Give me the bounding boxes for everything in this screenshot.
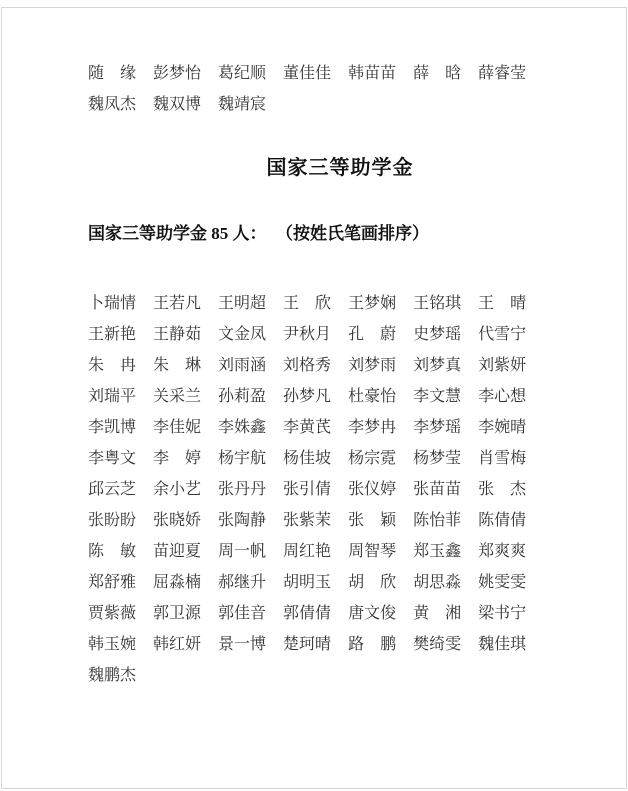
student-name: 贾紫薇 — [88, 605, 137, 622]
student-name: 杜豪怡 — [348, 388, 397, 405]
student-name: 屈淼楠 — [153, 574, 202, 591]
student-name: 周一帆 — [218, 543, 267, 560]
student-name: 唐文俊 — [348, 605, 397, 622]
student-name: 楚珂晴 — [283, 636, 332, 653]
student-name: 杨梦莹 — [413, 450, 462, 467]
student-name: 张晓娇 — [153, 512, 202, 529]
student-name: 李姝鑫 — [218, 419, 267, 436]
student-name: 关采兰 — [153, 388, 202, 405]
student-name: 杨佳坡 — [283, 450, 332, 467]
student-name: 韩玉婉 — [88, 636, 137, 653]
name-row — [88, 567, 548, 598]
student-name: 郝继升 — [218, 574, 267, 591]
student-name: 孔 蔚 — [348, 326, 397, 343]
student-name: 李 婷 — [153, 450, 202, 467]
name-row — [88, 629, 548, 660]
student-name: 刘梦雨 — [348, 357, 397, 374]
student-name: 苗迎夏 — [153, 543, 202, 560]
student-name: 李梦瑶 — [413, 419, 462, 436]
student-name: 史梦瑶 — [413, 326, 462, 343]
student-name: 魏鹏杰 — [88, 667, 137, 684]
student-name: 魏双博 — [153, 96, 202, 113]
student-name: 王梦娴 — [348, 295, 397, 312]
student-name: 李佳妮 — [153, 419, 202, 436]
name-row — [88, 319, 548, 350]
subtitle-sort-note: （按姓氏笔画排序） — [284, 224, 429, 243]
subtitle-count-label: 国家三等助学金 85 人： — [88, 224, 267, 243]
student-name: 李粤文 — [88, 450, 137, 467]
student-name: 肖雪梅 — [478, 450, 527, 467]
student-name: 张 颖 — [348, 512, 397, 529]
name-row — [88, 89, 548, 120]
student-name: 孙梦凡 — [283, 388, 332, 405]
student-name: 杨宇航 — [218, 450, 267, 467]
student-name: 王 欣 — [283, 295, 332, 312]
student-name: 郑爽爽 — [478, 543, 527, 560]
student-name: 张丹丹 — [218, 481, 267, 498]
student-name: 孙莉盈 — [218, 388, 267, 405]
student-name: 樊绮雯 — [413, 636, 462, 653]
student-name: 葛纪顺 — [218, 65, 267, 82]
student-name: 卜瑞情 — [88, 295, 137, 312]
student-name: 魏佳琪 — [478, 636, 527, 653]
student-name: 张引倩 — [283, 481, 332, 498]
student-name: 黄 湘 — [413, 605, 462, 622]
student-name: 文金凤 — [218, 326, 267, 343]
roster-name-list — [88, 288, 548, 691]
student-name: 李凯博 — [88, 419, 137, 436]
name-row — [88, 505, 548, 536]
student-name: 姚雯雯 — [478, 574, 527, 591]
student-name: 李梦冉 — [348, 419, 397, 436]
student-name: 李心想 — [478, 388, 527, 405]
student-name: 张盼盼 — [88, 512, 137, 529]
student-name: 薛睿莹 — [478, 65, 527, 82]
student-name: 胡思淼 — [413, 574, 462, 591]
student-name: 朱 琳 — [153, 357, 202, 374]
student-name: 郑玉鑫 — [413, 543, 462, 560]
student-name: 张 杰 — [478, 481, 527, 498]
student-name: 胡明玉 — [283, 574, 332, 591]
student-name: 王若凡 — [153, 295, 202, 312]
student-name: 陈倩倩 — [478, 512, 527, 529]
student-name: 胡 欣 — [348, 574, 397, 591]
student-name: 彭梦怡 — [153, 65, 202, 82]
student-name: 张苗苗 — [413, 481, 462, 498]
student-name: 张紫茉 — [283, 512, 332, 529]
name-row — [88, 536, 548, 567]
section-subtitle — [88, 222, 608, 246]
student-name: 陈怡菲 — [413, 512, 462, 529]
student-name: 张陶静 — [218, 512, 267, 529]
name-row — [88, 288, 548, 319]
name-row — [88, 598, 548, 629]
student-name: 周智琴 — [348, 543, 397, 560]
student-name: 李婉晴 — [478, 419, 527, 436]
student-name: 景一博 — [218, 636, 267, 653]
name-row — [88, 474, 548, 505]
student-name: 朱 冉 — [88, 357, 137, 374]
student-name: 魏凤杰 — [88, 96, 137, 113]
student-name: 郭倩倩 — [283, 605, 332, 622]
name-row — [88, 443, 548, 474]
student-name: 郭卫源 — [153, 605, 202, 622]
name-row — [88, 412, 548, 443]
name-row — [88, 350, 548, 381]
student-name: 王明超 — [218, 295, 267, 312]
student-name: 刘紫妍 — [478, 357, 527, 374]
student-name: 随 缘 — [88, 65, 137, 82]
student-name: 郑舒雅 — [88, 574, 137, 591]
student-name: 董佳佳 — [283, 65, 332, 82]
student-name: 余小艺 — [153, 481, 202, 498]
name-row — [88, 660, 548, 691]
section-title: 国家三等助学金 — [266, 157, 414, 179]
continued-name-list — [88, 58, 548, 120]
student-name: 梁书宁 — [478, 605, 527, 622]
student-name: 张仪婷 — [348, 481, 397, 498]
student-name: 尹秋月 — [283, 326, 332, 343]
student-name: 魏靖宸 — [218, 96, 267, 113]
student-name: 路 鹏 — [348, 636, 397, 653]
student-name: 王铭琪 — [413, 295, 462, 312]
student-name: 刘梦真 — [413, 357, 462, 374]
student-name: 韩红妍 — [153, 636, 202, 653]
student-name: 刘格秀 — [283, 357, 332, 374]
student-name: 周红艳 — [283, 543, 332, 560]
student-name: 李文慧 — [413, 388, 462, 405]
student-name: 杨宗霓 — [348, 450, 397, 467]
name-row — [88, 58, 548, 89]
name-row — [88, 381, 548, 412]
student-name: 王新艳 — [88, 326, 137, 343]
student-name: 代雪宁 — [478, 326, 527, 343]
student-name: 王 晴 — [478, 295, 527, 312]
student-name: 邱云芝 — [88, 481, 137, 498]
student-name: 李黄芪 — [283, 419, 332, 436]
student-name: 薛 晗 — [413, 65, 462, 82]
student-name: 刘雨涵 — [218, 357, 267, 374]
student-name: 韩苗苗 — [348, 65, 397, 82]
student-name: 陈 敏 — [88, 543, 137, 560]
student-name: 王静茹 — [153, 326, 202, 343]
student-name: 郭佳音 — [218, 605, 267, 622]
student-name: 刘瑞平 — [88, 388, 137, 405]
